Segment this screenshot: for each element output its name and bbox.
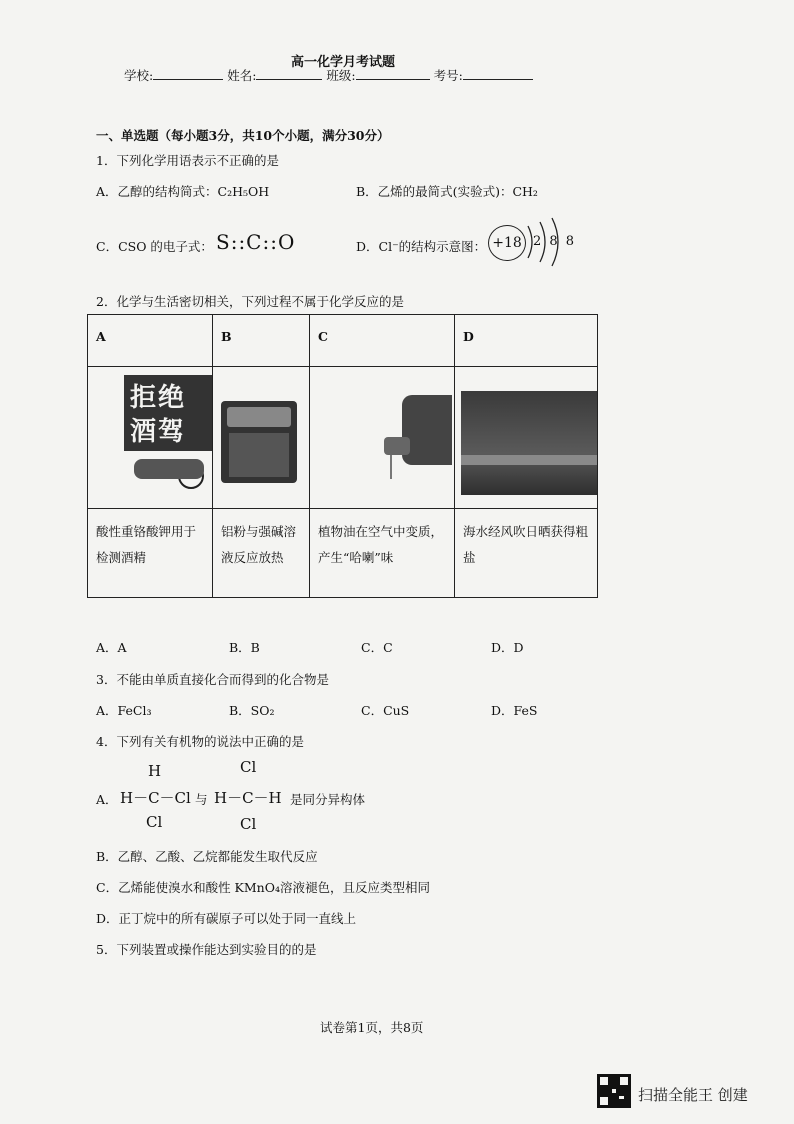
poster-text-1: 拒绝 [130,383,187,414]
q1-option-d-label: D．Cl⁻的结构示意图： [356,239,487,254]
q2-stem: 2．化学与生活密切相关，下列过程不属于化学反应的是 [96,294,404,309]
q1-option-b: B．乙烯的最简式(实验式)：CH₂ [356,184,538,199]
student-info-row [124,66,533,84]
q4-option-c: C．乙烯能使溴水和酸性 KMnO₄溶液褪色，且反应类型相同 [96,880,430,895]
q2-image-c [310,367,455,509]
q2-header-b: B [213,315,310,367]
school-label: 学校: [124,68,154,83]
cl-shell-electrons: 2 8 8 [533,234,577,249]
scanner-watermark: 扫描全能王 创建 [638,1086,748,1104]
exam-no-blank [463,67,533,80]
q2-header-a: A [88,315,213,367]
q3-option-a: A．FeCl₃ [96,703,152,718]
molecule1-top-atom: H [148,762,162,780]
q2-option-d: D．D [491,640,524,655]
q1-option-a: A．乙醇的结构简式：C₂H₅OH [96,184,270,199]
exam-title: 高一化学月考试题 [291,55,396,70]
molecule2-bottom-atom: Cl [240,815,257,833]
name-blank [256,67,322,80]
self-heating-food-box [213,367,309,508]
q2-caption-b: 铝粉与强碱溶液反应放热 [213,509,310,598]
molecule2-main-chain: H－C－H [214,789,282,807]
q2-option-c: C．C [361,640,393,655]
q2-image-d [455,367,598,509]
q5-stem: 5．下列装置或操作能达到实验目的的是 [96,942,317,957]
q4-option-a-prefix: A． [96,792,118,807]
poster-text-2: 酒驾 [130,417,187,448]
salt-field-photo [455,367,597,508]
school-blank [153,67,223,80]
qr-code-icon [597,1074,631,1108]
class-label: 班级: [326,68,356,83]
exam-no-label: 考号: [433,68,463,83]
name-label: 姓名: [227,68,257,83]
q4-option-b: B．乙醇、乙酸、乙烷都能发生取代反应 [96,849,318,864]
q3-option-c: C．CuS [361,703,410,718]
page-footer: 试卷第1页，共8页 [320,1020,424,1035]
q2-image-a [88,367,213,509]
q2-header-d: D [455,315,598,367]
q2-image-b [213,367,310,509]
oil-bottle-pouring [310,367,454,508]
class-blank [356,67,430,80]
q2-table [87,314,598,598]
q3-stem: 3．不能由单质直接化合而得到的化合物是 [96,672,329,687]
q4-option-a-suffix: 是同分异构体 [290,792,366,807]
molecule1-bottom-atom: Cl [146,813,163,831]
q4-option-d: D．正丁烷中的所有碳原子可以处于同一直线上 [96,911,357,926]
cso-electron-formula: S::C::O [216,230,296,254]
cl-ion-nucleus [488,225,526,261]
molecule1-main-chain: H－C－Cl [120,789,191,807]
q4-stem: 4．下列有关有机物的说法中正确的是 [96,734,304,749]
q2-caption-a: 酸性重铬酸钾用于检测酒精 [88,509,213,598]
molecule-connector: 与 [195,792,208,807]
q2-option-a: A．A [96,640,127,655]
q1-option-c-label: C．CSO 的电子式： [96,239,213,254]
q2-caption-d: 海水经风吹日晒获得粗盐 [455,509,598,598]
q3-option-d: D．FeS [491,703,538,718]
no-drink-driving-poster [88,367,212,508]
q2-header-c: C [310,315,455,367]
q3-option-b: B．SO₂ [229,703,275,718]
cl-nucleus-charge: +18 [492,235,522,251]
q2-caption-c: 植物油在空气中变质，产生“哈喇”味 [310,509,455,598]
section-heading: 一、单选题（每小题3分，共10个小题，满分30分） [96,128,390,143]
q2-option-b: B．B [229,640,260,655]
q1-stem: 1．下列化学用语表示不正确的是 [96,153,279,168]
molecule2-top-atom: Cl [240,758,257,776]
